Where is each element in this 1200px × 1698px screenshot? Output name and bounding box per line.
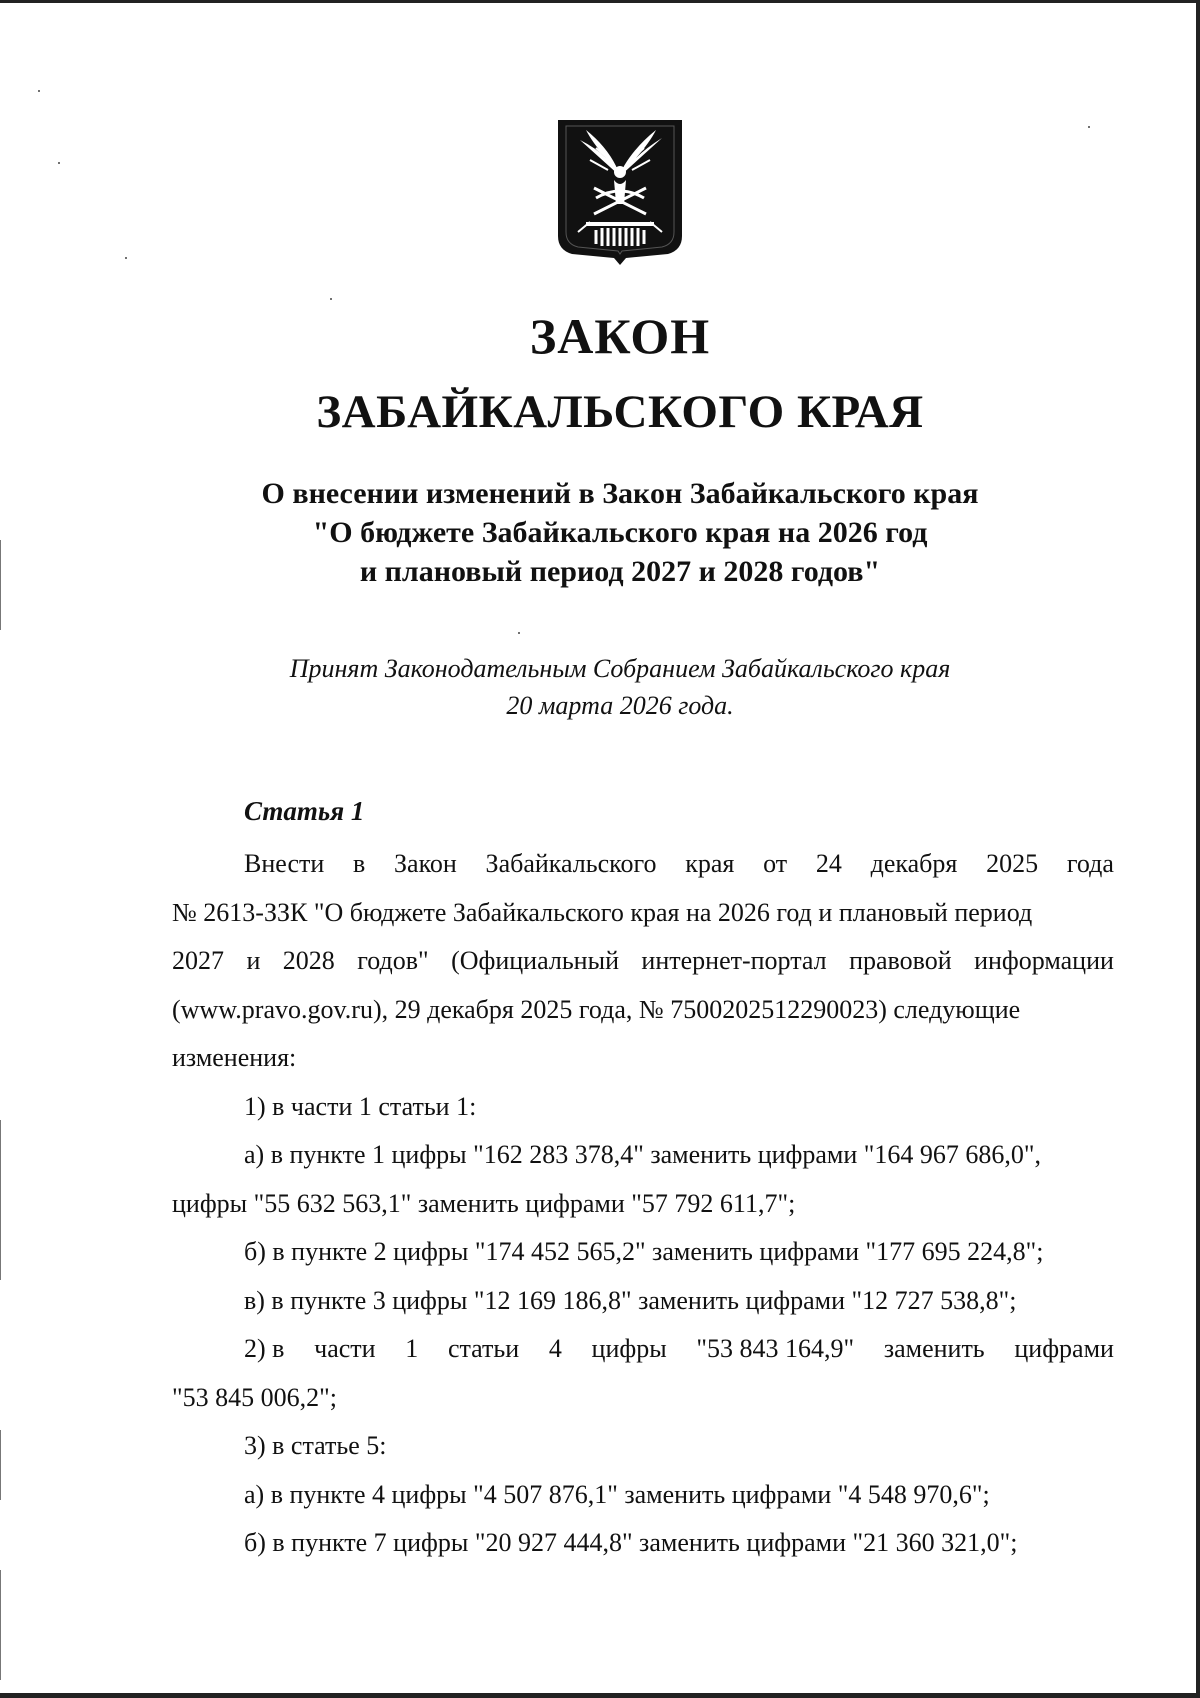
scan-edge-right	[1196, 0, 1200, 1698]
document-title: ЗАКОН	[529, 308, 711, 364]
paragraph-line: № 2613-ЗЗК "О бюджете Забайкальского края на 2026 год и плановый период	[172, 897, 1033, 927]
list-item: а) в пункте 4 цифры "4 507 876,1" заменить цифрами "4 548 970,6";	[244, 1479, 990, 1509]
list-item-continuation: цифры "55 632 563,1" заменить цифрами "57 792 611,7";	[172, 1188, 796, 1218]
list-item: 3) в статье 5:	[244, 1431, 387, 1460]
paragraph-line: Внести в Закон Забайкальского края от 24 декабря 2025 года	[244, 849, 1114, 878]
scan-speck	[1088, 126, 1090, 128]
scan-speck	[125, 257, 127, 259]
heading-line: О внесении изменений в Закон Забайкальского края	[261, 477, 979, 510]
adoption-line: Принят Законодательным Собранием Забайкальского края	[289, 654, 951, 683]
scan-edge-mark	[0, 1430, 1, 1500]
paragraph-line: 2027 и 2028 годов" (Официальный интернет-портал правовой информации	[172, 946, 1114, 975]
scan-speck	[518, 632, 520, 634]
list-item: а) в пункте 1 цифры "162 283 378,4" заменить цифрами "164 967 686,0",	[244, 1140, 1042, 1169]
adoption-note	[0, 650, 1200, 724]
document-region: ЗАБАЙКАЛЬСКОГО КРАЯ	[316, 386, 924, 438]
scan-speck	[58, 162, 60, 164]
scan-speck	[38, 90, 40, 92]
paragraph-line: изменения:	[172, 1043, 297, 1072]
list-item: 2) в части 1 статьи 4 цифры "53 843 164,9" заменить цифрами	[244, 1334, 1114, 1363]
list-item: б) в пункте 2 цифры "174 452 565,2" заменить цифрами "177 695 224,8";	[244, 1237, 1044, 1266]
list-item: в) в пункте 3 цифры "12 169 186,8" заменить цифрами "12 727 538,8";	[244, 1285, 1017, 1315]
coat-of-arms-icon	[556, 118, 684, 266]
heading-line: и плановый период 2027 и 2028 годов"	[359, 555, 881, 588]
law-heading	[0, 474, 1200, 591]
scan-edge-mark	[0, 1570, 1, 1680]
scan-edge-bottom	[0, 1693, 1200, 1698]
paragraph-line: (www.pravo.gov.ru), 29 декабря 2025 года, № 7500202512290023) следующие	[172, 994, 1021, 1024]
article-body	[172, 840, 1114, 1568]
list-item-continuation: "53 845 006,2";	[172, 1382, 337, 1412]
adoption-date: 20 марта 2026 года.	[506, 691, 734, 720]
list-item: 1) в части 1 статьи 1:	[244, 1091, 477, 1121]
heading-line: "О бюджете Забайкальского края на 2026 год	[312, 516, 928, 549]
scan-edge-mark	[0, 1120, 1, 1280]
list-item: б) в пункте 7 цифры "20 927 444,8" заменить цифрами "21 360 321,0";	[244, 1528, 1018, 1557]
scan-edge-top	[0, 0, 1200, 3]
article-title: Статья 1	[244, 796, 365, 826]
